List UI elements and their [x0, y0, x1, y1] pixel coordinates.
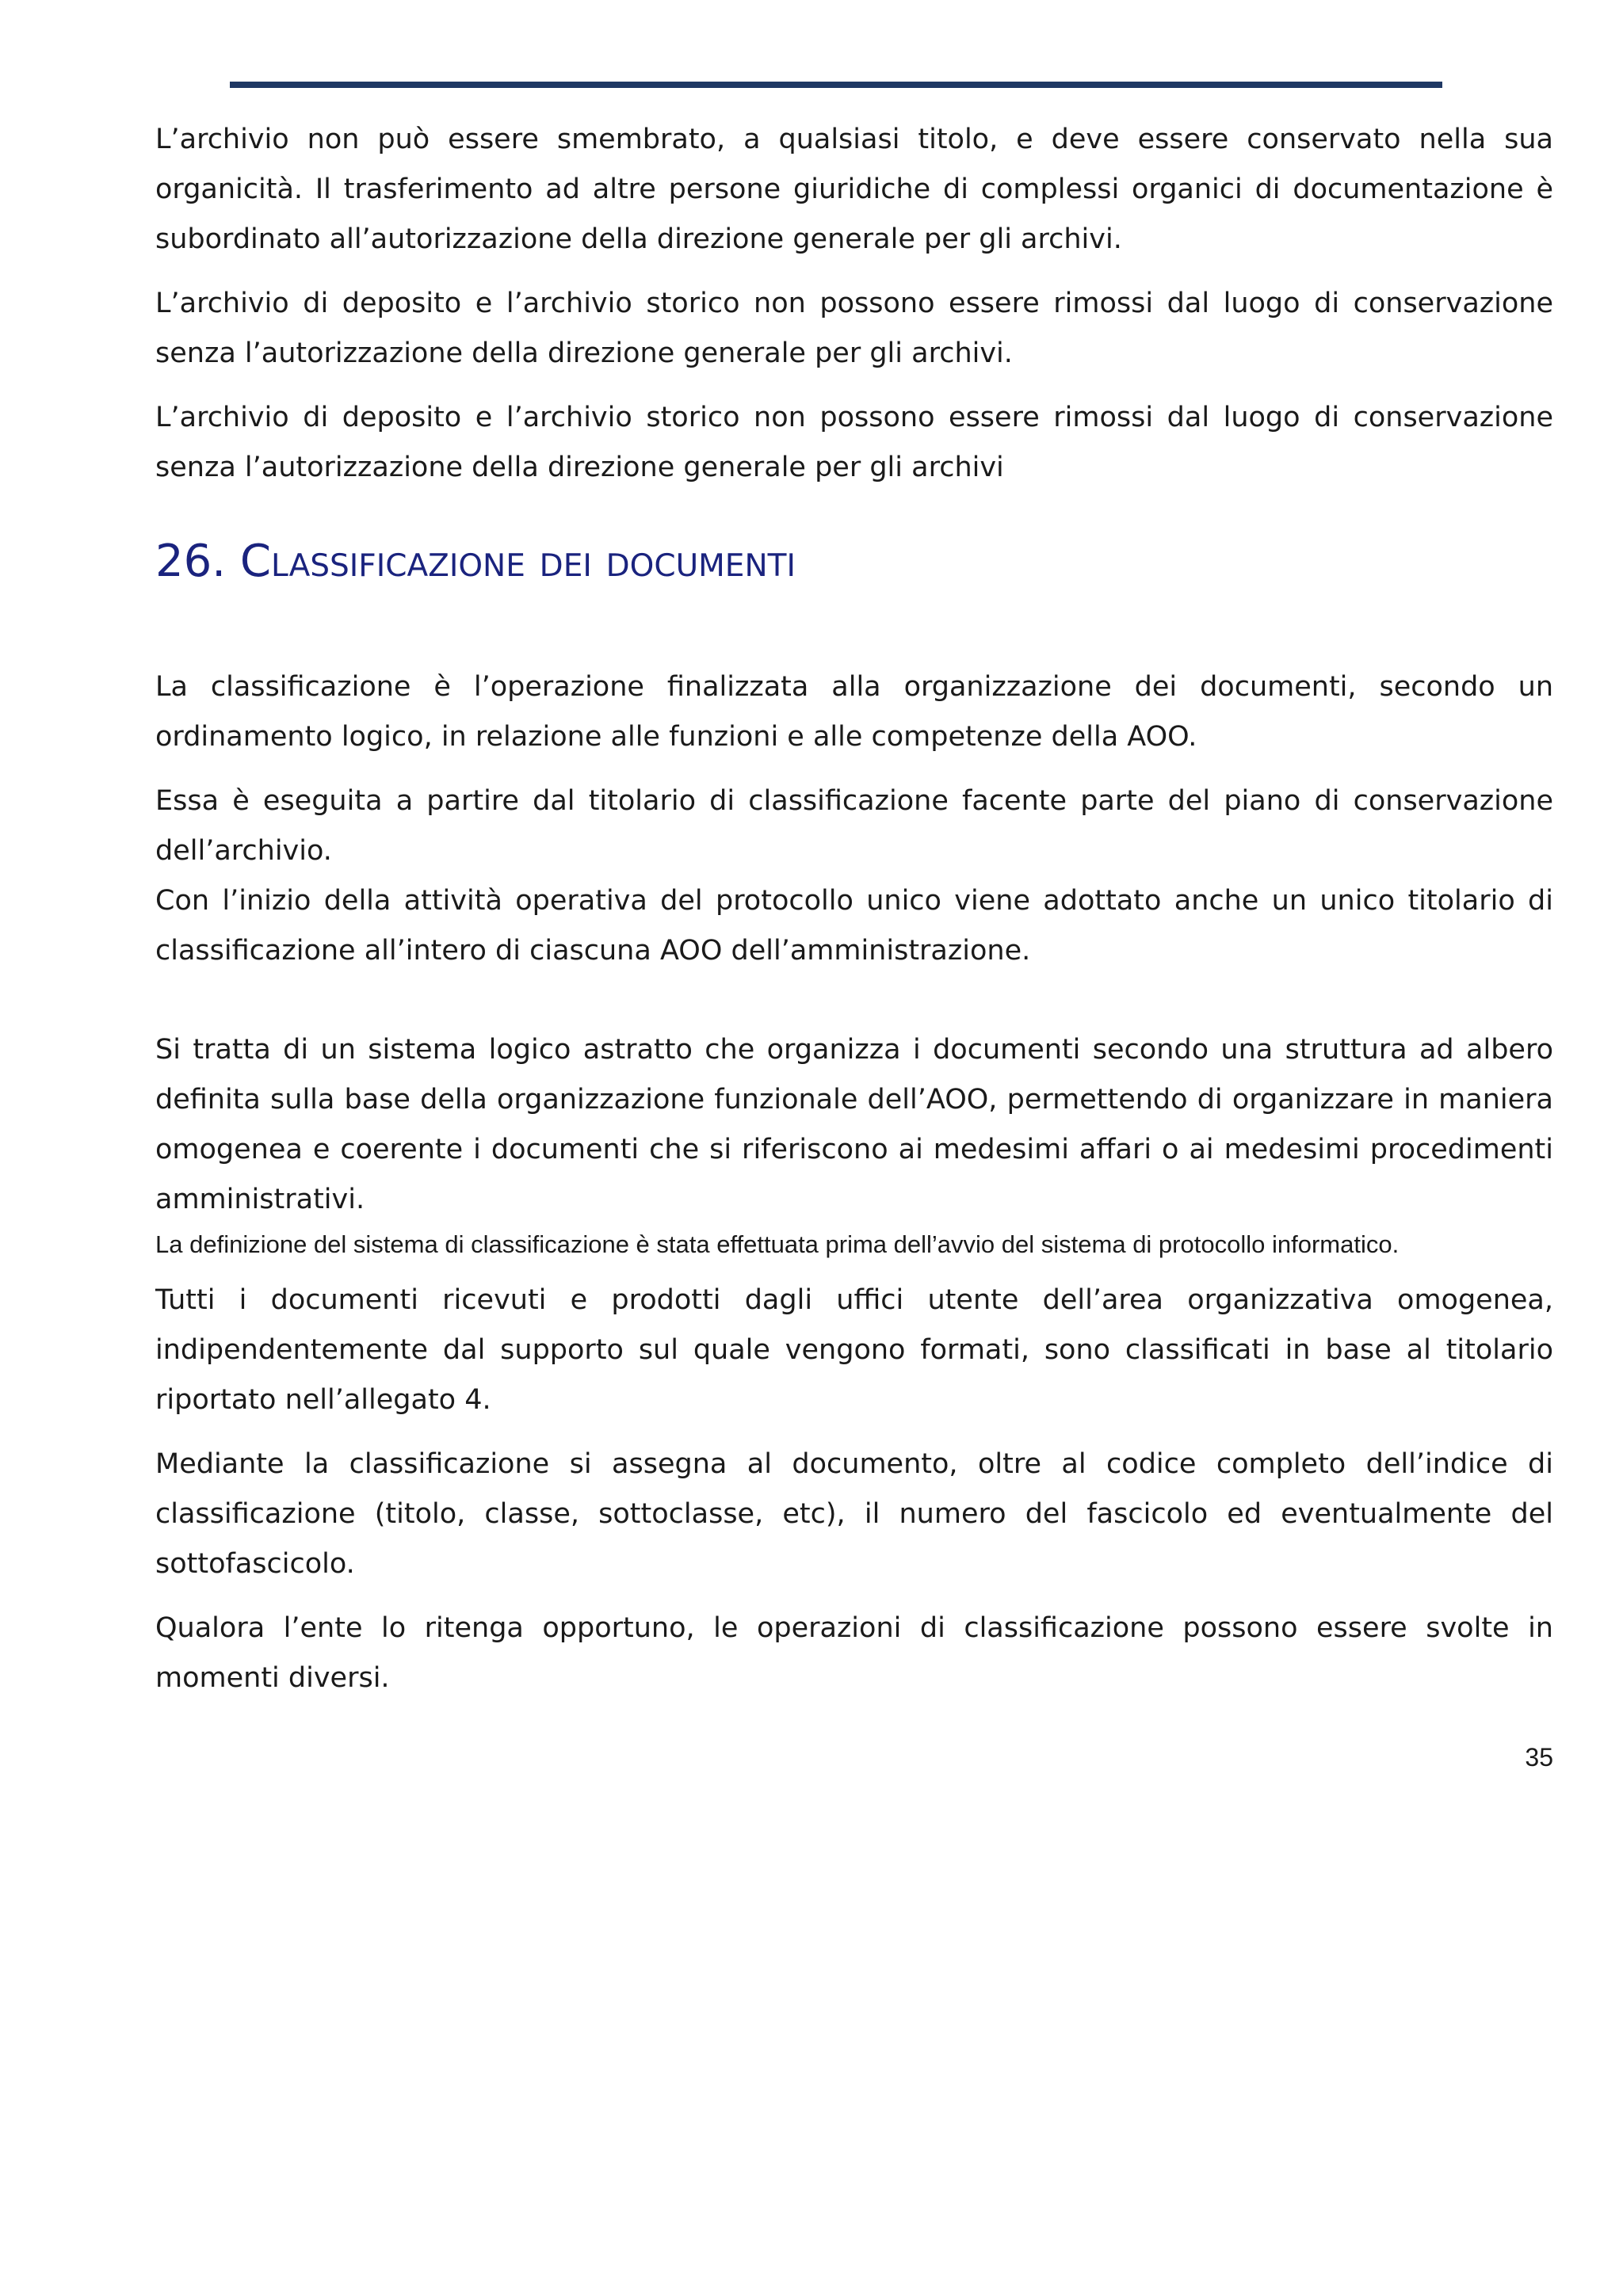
- header-rule: [230, 82, 1442, 88]
- paragraph: Qualora l’ente lo ritenga opportuno, le operazioni di classificazione possono essere svolte in momenti diversi.: [155, 1612, 1553, 1694]
- paragraph: La classificazione è l’operazione finalizzata alla organizzazione dei documenti, secondo un ordinamento logico, in relazione alle funzioni e alle competenze della AOO.: [155, 671, 1553, 753]
- section-heading: [155, 534, 1553, 589]
- paragraph-note: La definizione del sistema di classificazione è stata effettuata prima dell’avvio del sistema di protocollo informatico.: [155, 1230, 1400, 1258]
- paragraph: Mediante la classificazione si assegna al documento, oltre al codice completo dell’indice di classificazione (titolo, classe, sottoclasse, etc), il numero del fascicolo ed eventualmente del sottofascicolo.: [155, 1448, 1553, 1580]
- paragraph: Tutti i documenti ricevuti e prodotti dagli uffici utente dell’area organizzativa omogenea, indipendentemente dal supporto sul quale vengono formati, sono classificati in base al titolario riportato nell’allegato 4.: [155, 1284, 1553, 1416]
- section-title: Classificazione dei documenti: [239, 536, 796, 587]
- paragraph: L’archivio non può essere smembrato, a qualsiasi titolo, e deve essere conservato nella sua organicità. Il trasferimento ad altre persone giuridiche di complessi organici di documentazione è subordinato all’autorizzazione della direzione generale per gli archivi.: [155, 124, 1553, 255]
- paragraph: L’archivio di deposito e l’archivio storico non possono essere rimossi dal luogo di conservazione senza l’autorizzazione della direzione generale per gli archivi: [155, 402, 1553, 483]
- section-number: 26.: [155, 536, 227, 587]
- document-body: [155, 115, 1553, 1718]
- paragraph: Si tratta di un sistema logico astratto che organizza i documenti secondo una struttura ad albero definita sulla base della organizzazione funzionale dell’AOO, permettendo di organizzare in maniera omogenea e coerente i documenti che si riferiscono ai medesimi affari o ai medesimi procedimenti amministrativi.: [155, 1034, 1553, 1215]
- paragraph: Con l’inizio della attività operativa del protocollo unico viene adottato anche un unico titolario di classificazione all’intero di ciascuna AOO dell’amministrazione.: [155, 885, 1553, 967]
- paragraph: L’archivio di deposito e l’archivio storico non possono essere rimossi dal luogo di conservazione senza l’autorizzazione della direzione generale per gli archivi.: [155, 288, 1553, 369]
- paragraph: Essa è eseguita a partire dal titolario di classificazione facente parte del piano di conservazione dell’archivio.: [155, 785, 1553, 867]
- page-number: 35: [1525, 1743, 1553, 1772]
